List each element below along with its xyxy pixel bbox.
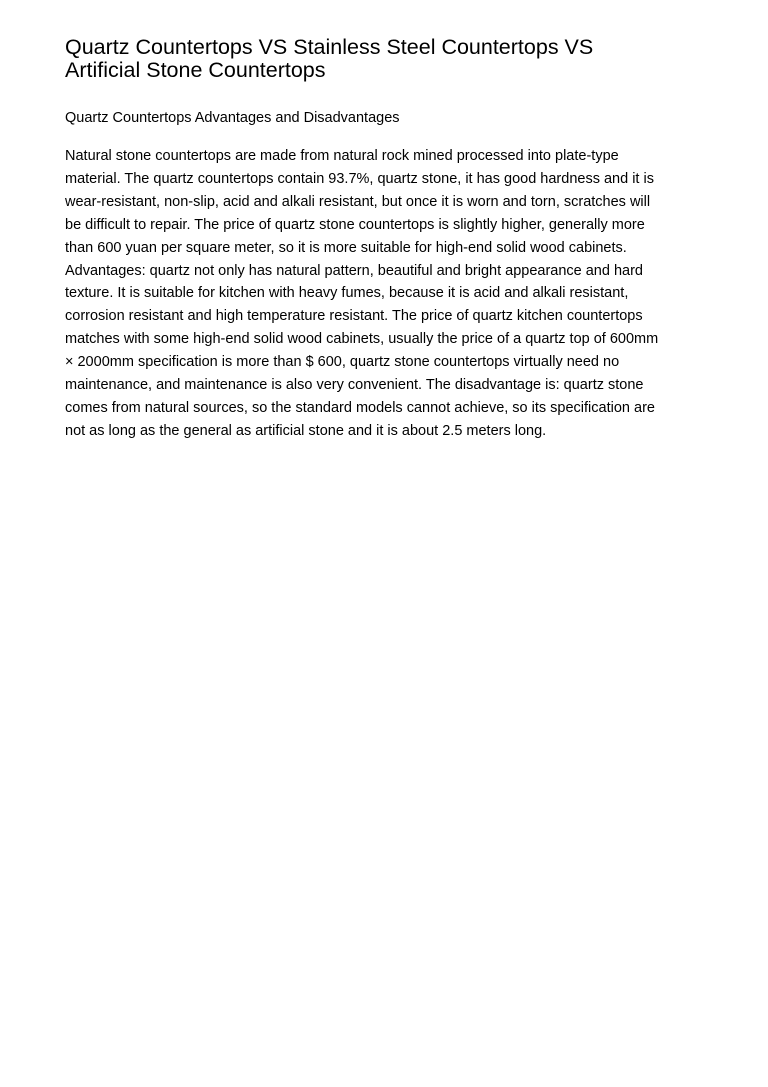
paragraph-line: corrosion resistant and high temperature resistant. The price of quartz kitchen countertops: [65, 308, 643, 325]
body-paragraph: [65, 145, 705, 443]
paragraph-line: texture. It is suitable for kitchen with heavy fumes, because it is acid and alkali resistant,: [65, 285, 629, 302]
paragraph-line: × 2000mm specification is more than $ 600, quartz stone countertops virtually need no: [65, 354, 620, 371]
paragraph-line: wear-resistant, non-slip, acid and alkali resistant, but once it is worn and torn, scratches will: [65, 193, 651, 210]
paragraph-line: Natural stone countertops are made from natural rock mined processed into plate-type: [65, 148, 619, 164]
document-content: [65, 36, 705, 443]
document-title: [65, 36, 705, 82]
paragraph-line: than 600 yuan per square meter, so it is more suitable for high-end solid wood cabinets.: [65, 239, 627, 256]
paragraph-line: not as long as the general as artificial stone and it is about 2.5 meters long.: [65, 422, 547, 439]
document-title-line: Quartz Countertops VS Stainless Steel Countertops VS: [65, 35, 594, 59]
section-heading: Quartz Countertops Advantages and Disadvantages: [65, 110, 400, 126]
paragraph-line: Advantages: quartz not only has natural pattern, beautiful and bright appearance and hard: [65, 262, 643, 279]
paragraph-line: matches with some high-end solid wood cabinets, usually the price of a quartz top of 600mm: [65, 331, 659, 348]
paragraph-line: comes from natural sources, so the standard models cannot achieve, so its specification are: [65, 399, 655, 416]
document-title-line: Artificial Stone Countertops: [65, 58, 326, 82]
paragraph-line: be difficult to repair. The price of quartz stone countertops is slightly higher, generally more: [65, 216, 645, 233]
paragraph-line: maintenance, and maintenance is also very convenient. The disadvantage is: quartz stone: [65, 377, 644, 394]
paragraph-line: material. The quartz countertops contain 93.7%, quartz stone, it has good hardness and it is: [65, 170, 654, 187]
